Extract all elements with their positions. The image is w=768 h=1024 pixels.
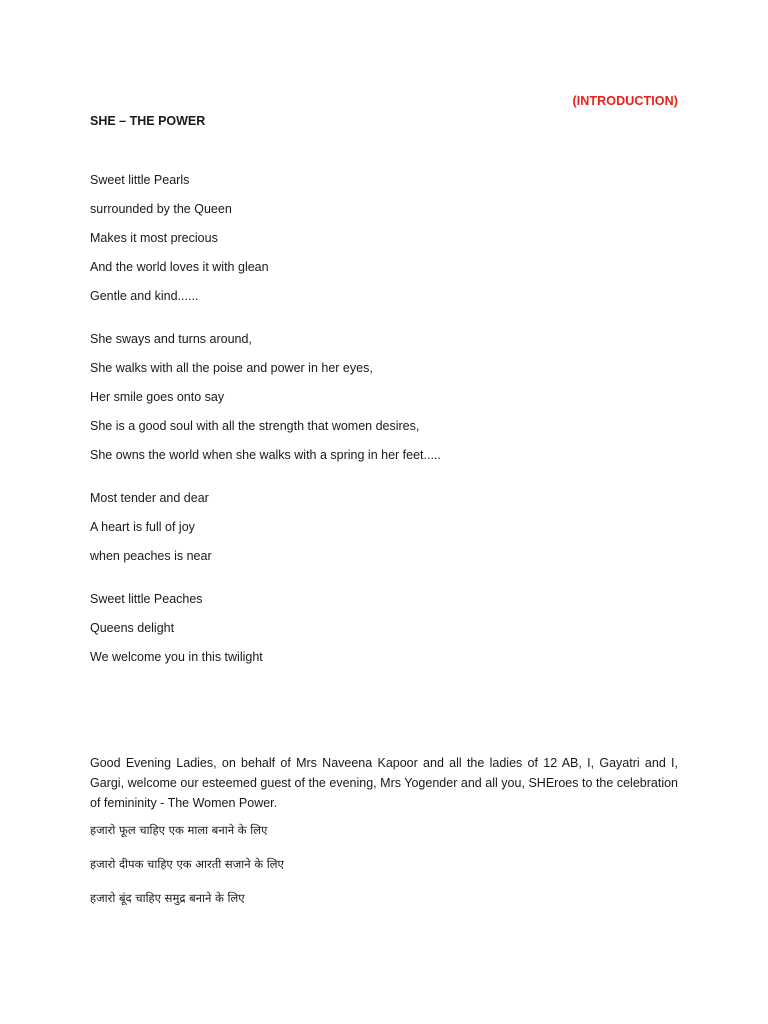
- poem-stanza-1: [90, 173, 690, 303]
- document-title: SHE – THE POWER: [90, 114, 206, 128]
- poem-line: She is a good soul with all the strength that women desires,: [90, 419, 420, 433]
- intro-paragraph: Good Evening Ladies, on behalf of Mrs Naveena Kapoor and all the ladies of 12 AB, I, Gayatri and I, Gargi, welcome our esteemed guest of the evening, Mrs Yogender and all you, SHEroes to the celebration of femininity - The Women Power.: [90, 756, 678, 810]
- poem-line: Sweet little Pearls: [90, 173, 190, 187]
- poem: [90, 173, 690, 693]
- poem-line: She walks with all the poise and power in her eyes,: [90, 361, 373, 375]
- poem-line: She owns the world when she walks with a spring in her feet.....: [90, 448, 441, 462]
- introduction-tag: (INTRODUCTION): [572, 94, 678, 108]
- poem-stanza-3: [90, 491, 690, 563]
- poem-line: And the world loves it with glean: [90, 260, 269, 274]
- hindi-line: हजारो फूल चाहिए एक माला बनाने के लिए: [90, 823, 268, 837]
- poem-line: Her smile goes onto say: [90, 390, 225, 404]
- poem-line: when peaches is near: [90, 549, 212, 563]
- poem-line: surrounded by the Queen: [90, 202, 232, 216]
- hindi-line: हजारो बूंद चाहिए समुद्र बनाने के लिए: [90, 891, 245, 905]
- poem-stanza-4: [90, 592, 690, 664]
- poem-stanza-2: [90, 332, 690, 462]
- poem-line: Queens delight: [90, 621, 175, 635]
- poem-line: Makes it most precious: [90, 231, 218, 245]
- poem-line: Most tender and dear: [90, 491, 209, 505]
- poem-line: Gentle and kind......: [90, 289, 199, 303]
- poem-line: We welcome you in this twilight: [90, 650, 263, 664]
- hindi-line: हजारो दीपक चाहिए एक आरती सजाने के लिए: [90, 857, 284, 871]
- hindi-verse: [90, 822, 690, 924]
- poem-line: Sweet little Peaches: [90, 592, 203, 606]
- poem-line: She sways and turns around,: [90, 332, 252, 346]
- poem-line: A heart is full of joy: [90, 520, 195, 534]
